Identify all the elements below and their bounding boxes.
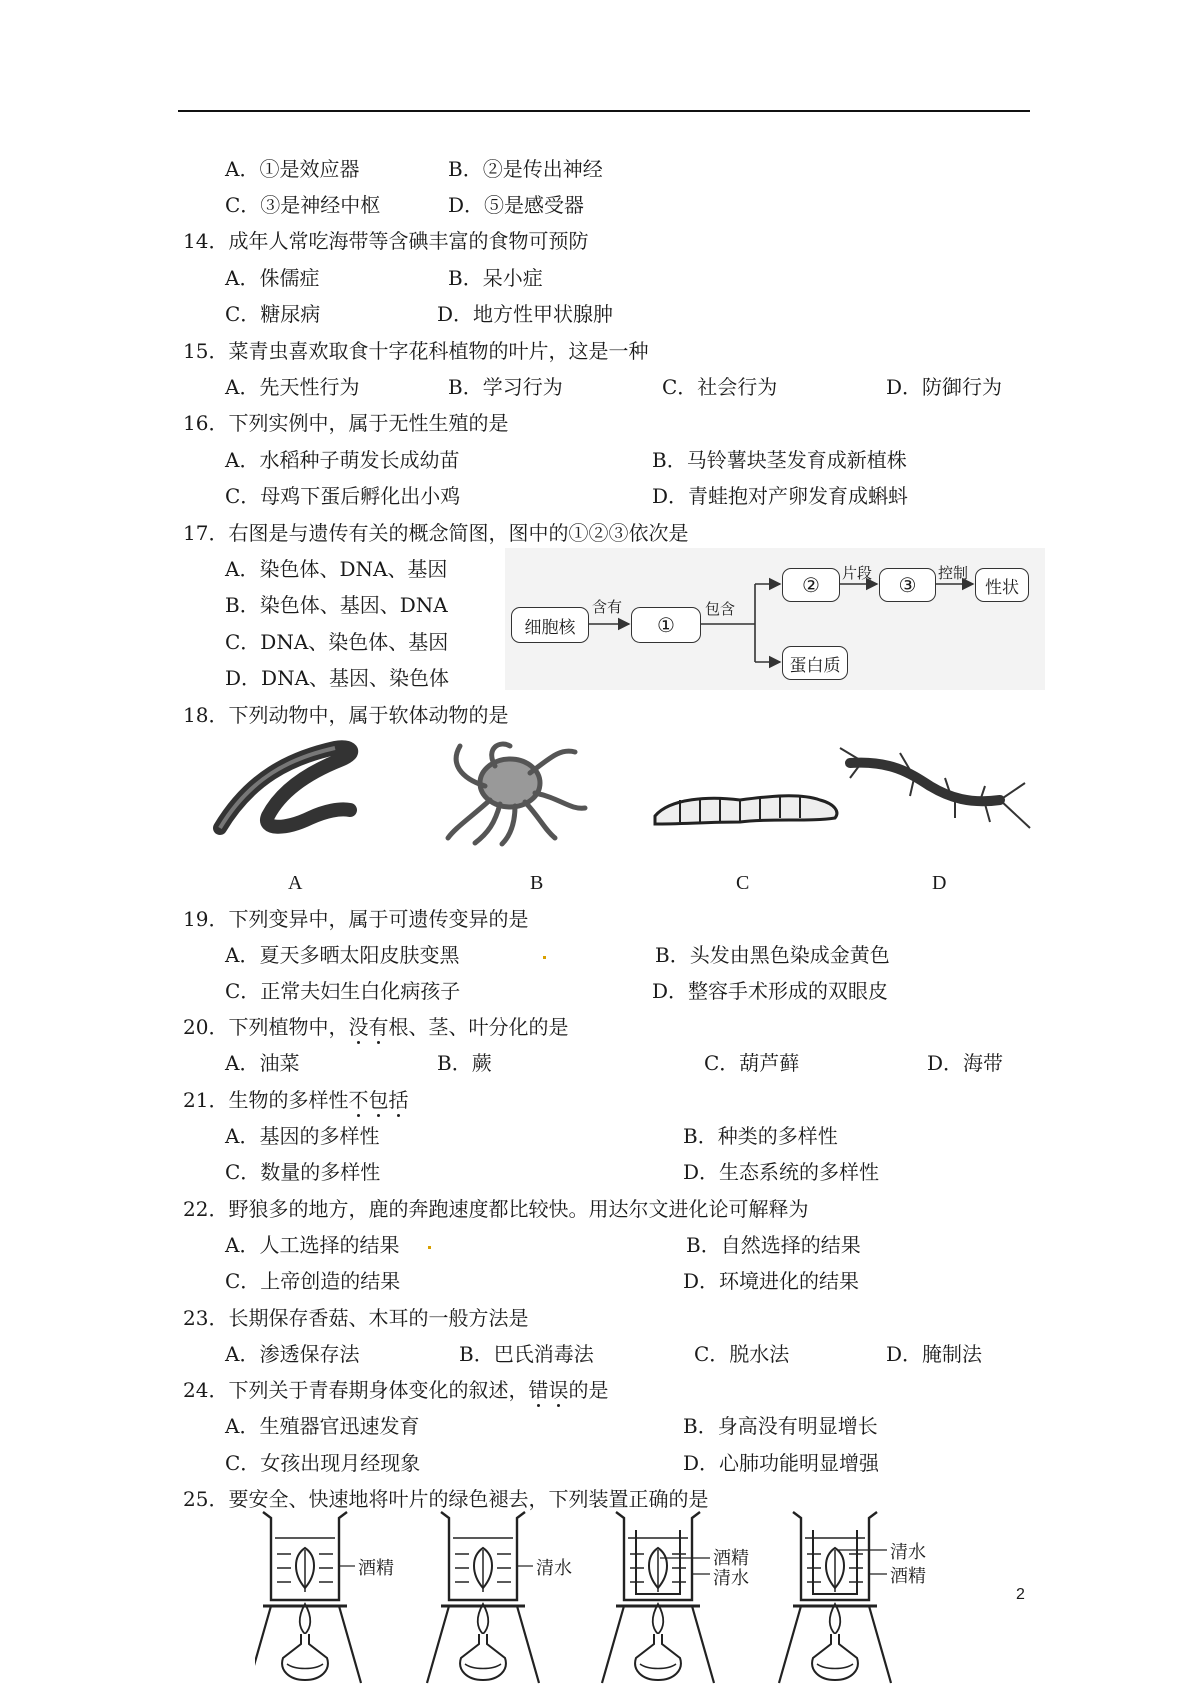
q24-emphasis-1: 错	[528, 1378, 549, 1402]
q14-option-d: D．地方性甲状腺肿	[437, 302, 614, 326]
octopus-drawing	[448, 744, 585, 844]
apparatus-4	[779, 1512, 891, 1683]
q23-option-d: D．腌制法	[886, 1342, 983, 1366]
q23-option-a: A．渗透保存法	[225, 1342, 360, 1366]
q13-option-c: C．③是神经中枢	[225, 193, 381, 217]
q25-stem: 25．要安全、快速地将叶片的绿色褪去，下列装置正确的是	[183, 1487, 709, 1511]
q24-stem	[183, 1377, 608, 1403]
animal-label-a: A	[288, 872, 303, 894]
q15-option-b: B．学习行为	[448, 375, 563, 399]
q16-stem: 16．下列实例中，属于无性生殖的是	[183, 411, 509, 435]
q20-option-c: C．葫芦藓	[704, 1051, 800, 1075]
q23-option-c: C．脱水法	[694, 1342, 790, 1366]
q22-option-d: D．环境进化的结果	[683, 1269, 860, 1293]
q24-stem-pre: 24．下列关于青春期身体变化的叙述，	[183, 1378, 529, 1402]
q20-stem	[183, 1014, 568, 1040]
q24-option-a: A．生殖器官迅速发育	[225, 1414, 420, 1438]
caterpillar-drawing	[655, 796, 837, 824]
q19-option-c: C．正常夫妇生白化病孩子	[225, 979, 461, 1003]
q15-stem: 15．菜青虫喜欢取食十字花科植物的叶片，这是一种	[183, 339, 649, 363]
apparatus-1	[255, 1512, 361, 1683]
label-controls: 控制	[938, 564, 969, 582]
q17-option-b: B．染色体、基因、DNA	[225, 593, 448, 617]
q21-emphasis-1: 不	[348, 1088, 369, 1112]
q23-stem: 23．长期保存香菇、木耳的一般方法是	[183, 1306, 529, 1330]
q20-emphasis-1: 没	[348, 1015, 369, 1039]
label-includes: 包含	[705, 600, 736, 618]
q24-stem-post: 的是	[568, 1378, 609, 1402]
q24-option-c: C．女孩出现月经现象	[225, 1451, 421, 1475]
box-protein: 蛋白质	[782, 646, 848, 680]
box-nucleus: 细胞核	[511, 607, 589, 643]
q14-stem: 14．成年人常吃海带等含碘丰富的食物可预防	[183, 229, 589, 253]
q22-option-a: A．人工选择的结果	[225, 1233, 400, 1257]
beaker-4-label-bottom: 酒精	[890, 1566, 926, 1587]
q14-option-c: C．糖尿病	[225, 302, 321, 326]
header-rule	[178, 110, 1030, 112]
q13-option-b: B．②是传出神经	[448, 157, 603, 181]
box-node-1: ①	[631, 607, 701, 643]
q24-option-d: D．心肺功能明显增强	[683, 1451, 880, 1475]
box-node-3: ③	[879, 568, 936, 602]
q15-option-a: A．先天性行为	[225, 375, 360, 399]
stray-mark	[428, 1246, 431, 1249]
q17-option-a: A．染色体、DNA、基因	[225, 557, 448, 581]
q20-stem-pre: 20．下列植物中，	[183, 1015, 349, 1039]
eel-drawing	[220, 747, 351, 828]
q21-emphasis-3: 括	[388, 1088, 409, 1112]
beaker-2-label: 清水	[536, 1558, 572, 1579]
q24-emphasis-2: 误	[548, 1378, 569, 1402]
q23-option-b: B．巴氏消毒法	[459, 1342, 594, 1366]
beaker-figures	[255, 1508, 1015, 1698]
animal-label-b: B	[530, 872, 544, 894]
page-number: 2	[1016, 1586, 1025, 1603]
q14-option-b: B．呆小症	[448, 266, 543, 290]
q17-option-c: C．DNA、染色体、基因	[225, 630, 449, 654]
q16-option-c: C．母鸡下蛋后孵化出小鸡	[225, 484, 461, 508]
box-node-2: ②	[782, 568, 840, 602]
label-fragment: 片段	[842, 564, 873, 582]
animal-drawings	[210, 738, 1040, 848]
beaker-4-label-top: 清水	[890, 1542, 926, 1563]
animal-figures	[210, 738, 1040, 848]
apparatus-2	[427, 1512, 539, 1683]
q16-option-a: A．水稻种子萌发长成幼苗	[225, 448, 460, 472]
beaker-drawings	[255, 1508, 1015, 1698]
q16-option-b: B．马铃薯块茎发育成新植株	[652, 448, 907, 472]
q21-option-b: B．种类的多样性	[683, 1124, 838, 1148]
centipede-drawing	[840, 748, 1030, 828]
q16-option-d: D．青蛙抱对产卵发育成蝌蚪	[652, 484, 909, 508]
q21-option-a: A．基因的多样性	[225, 1124, 380, 1148]
q21-stem	[183, 1087, 408, 1113]
q22-stem: 22．野狼多的地方，鹿的奔跑速度都比较快。用达尔文进化论可解释为	[183, 1197, 809, 1221]
q20-option-d: D．海带	[927, 1051, 1004, 1075]
apparatus-3	[602, 1512, 714, 1683]
animal-label-c: C	[736, 872, 750, 894]
beaker-3-label-bottom: 清水	[713, 1568, 749, 1589]
q14-option-a: A．侏儒症	[225, 266, 320, 290]
q20-option-a: A．油菜	[225, 1051, 300, 1075]
q18-stem: 18．下列动物中，属于软体动物的是	[183, 703, 509, 727]
q17-stem: 17．右图是与遗传有关的概念简图，图中的①②③依次是	[183, 521, 689, 545]
beaker-1-label: 酒精	[358, 1558, 394, 1579]
q24-option-b: B．身高没有明显增长	[683, 1414, 878, 1438]
q19-option-a: A．夏天多晒太阳皮肤变黑	[225, 943, 460, 967]
concept-map	[505, 548, 1045, 690]
q22-option-c: C．上帝创造的结果	[225, 1269, 401, 1293]
q22-option-b: B．自然选择的结果	[686, 1233, 861, 1257]
q20-emphasis-2: 有	[368, 1015, 389, 1039]
q15-option-d: D．防御行为	[886, 375, 1003, 399]
q15-option-c: C．社会行为	[662, 375, 778, 399]
animal-label-d: D	[932, 872, 947, 894]
beaker-3-label-top: 酒精	[713, 1548, 749, 1569]
stray-mark	[543, 956, 546, 959]
q13-option-d: D．⑤是感受器	[448, 193, 585, 217]
q21-stem-pre: 21．生物的多样性	[183, 1088, 349, 1112]
q20-option-b: B．蕨	[437, 1051, 492, 1075]
label-contains: 含有	[592, 598, 623, 616]
q19-stem: 19．下列变异中，属于可遗传变异的是	[183, 907, 529, 931]
q17-option-d: D．DNA、基因、染色体	[225, 666, 450, 690]
q21-option-d: D．生态系统的多样性	[683, 1160, 880, 1184]
q21-emphasis-2: 包	[368, 1088, 389, 1112]
q21-option-c: C．数量的多样性	[225, 1160, 381, 1184]
box-trait: 性状	[975, 568, 1029, 602]
q19-option-d: D．整容手术形成的双眼皮	[652, 979, 889, 1003]
q13-option-a: A．①是效应器	[225, 157, 360, 181]
q20-stem-post: 根、茎、叶分化的是	[388, 1015, 569, 1039]
q19-option-b: B．头发由黑色染成金黄色	[655, 943, 890, 967]
